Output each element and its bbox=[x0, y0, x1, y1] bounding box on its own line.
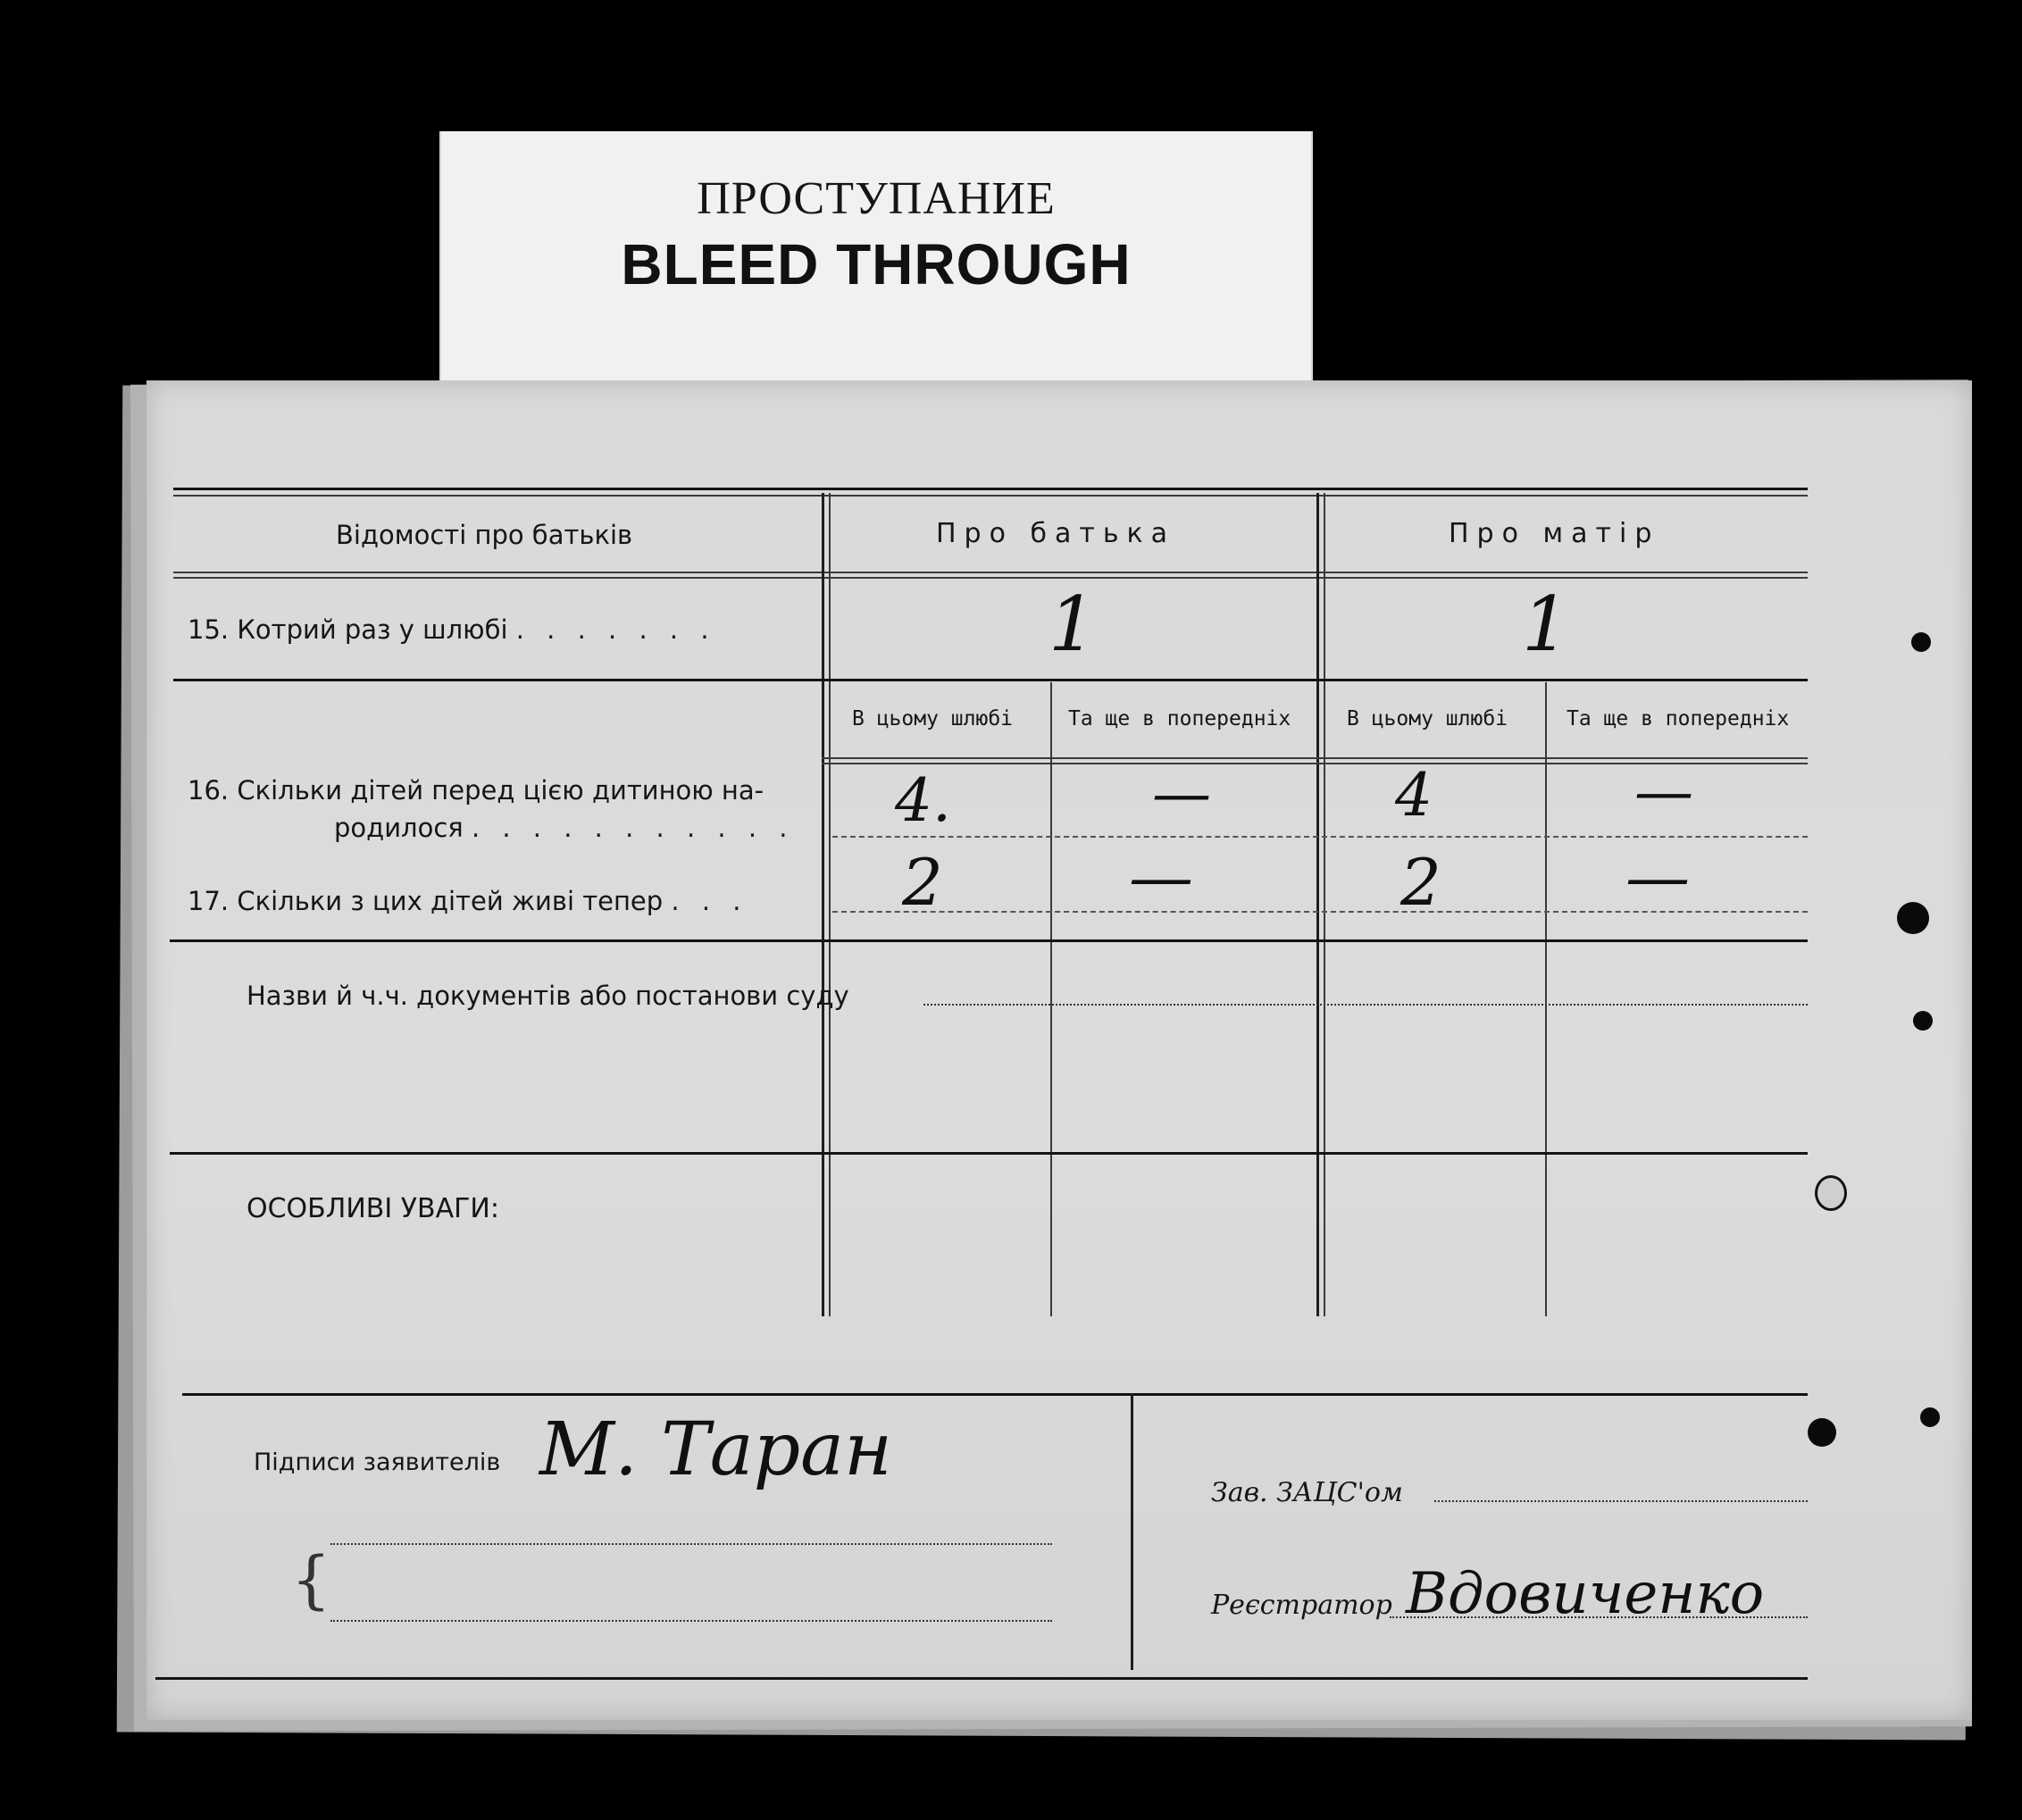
row16-label-line2-text: родилося bbox=[334, 813, 464, 843]
remarks-label: ОСОБЛИВІ УВАГИ: bbox=[246, 1193, 499, 1224]
row15-leader-dots: . . . . . . . bbox=[515, 614, 716, 645]
bleed-through-tag bbox=[439, 131, 1313, 386]
row16-father-previous-value: — bbox=[1152, 759, 1211, 828]
tag-russian-text: ПРОСТУПАНИЕ bbox=[697, 173, 1056, 224]
form-bottom-rule bbox=[155, 1677, 1808, 1680]
row16-mother-current-value: 4 bbox=[1395, 761, 1433, 830]
documents-fill-line bbox=[923, 1004, 1808, 1006]
row16-label-line2 bbox=[334, 813, 795, 843]
top-rule bbox=[173, 488, 1808, 490]
col-parents-header: Відомості про батьків bbox=[336, 520, 633, 550]
father-sub-rule bbox=[1050, 682, 1052, 1316]
row15-label bbox=[188, 614, 716, 645]
signatures-top-rule bbox=[182, 1393, 1808, 1396]
row15-label-text: 15. Котрий раз у шлюбі bbox=[188, 614, 508, 645]
row17-leader-dots: . . . bbox=[671, 886, 748, 916]
row17-father-previous-value: — bbox=[1129, 839, 1193, 914]
mother-current-marriage-header: В цьому шлюбі bbox=[1347, 707, 1508, 731]
father-column-rule bbox=[822, 493, 824, 1316]
applicants-label: Підписи заявителів bbox=[254, 1448, 501, 1476]
header-rule bbox=[173, 572, 1808, 573]
registrar-label: Реєстратор bbox=[1211, 1590, 1392, 1621]
top-rule-inner bbox=[173, 495, 1808, 497]
row17-label-text: 17. Скільки з цих дітей живі тепер bbox=[188, 886, 664, 916]
punch-hole-6 bbox=[1920, 1407, 1940, 1427]
row17-label bbox=[188, 886, 748, 916]
mother-column-rule-inner bbox=[1324, 493, 1325, 1316]
mother-sub-rule bbox=[1545, 682, 1547, 1316]
father-column-rule-inner bbox=[829, 493, 831, 1316]
punch-hole-5 bbox=[1808, 1418, 1836, 1447]
father-current-marriage-header: В цьому шлюбі bbox=[852, 707, 1014, 731]
row17-dashed-rule bbox=[832, 911, 1808, 913]
registrar-line bbox=[1390, 1616, 1808, 1618]
mother-previous-marriages-header: Та ще в попередніх bbox=[1567, 707, 1790, 731]
applicant-signature: М. Таран bbox=[539, 1407, 893, 1492]
signatures-divider bbox=[1131, 1393, 1133, 1670]
col-mother-header: Про матір bbox=[1449, 518, 1660, 549]
row16-leader-dots: . . . . . . . . . . . bbox=[471, 813, 795, 843]
head-of-registry-line bbox=[1434, 1500, 1808, 1502]
row16-dashed-rule bbox=[832, 836, 1808, 838]
header-rule-inner bbox=[173, 577, 1808, 579]
punch-hole-4 bbox=[1815, 1175, 1847, 1211]
table-bottom-rule bbox=[170, 939, 1808, 942]
father-previous-marriages-header: Та ще в попередніх bbox=[1068, 707, 1291, 731]
row17-mother-current-value: 2 bbox=[1400, 845, 1441, 920]
row15-rule bbox=[173, 679, 1808, 681]
registrar-signature: Вдовиченко bbox=[1406, 1561, 1765, 1627]
birth-record-form bbox=[146, 380, 1972, 1720]
applicant-line-1 bbox=[330, 1543, 1052, 1545]
row16-father-current-value: 4. bbox=[895, 766, 951, 835]
col-father-header: Про батька bbox=[936, 518, 1176, 549]
punch-hole-1 bbox=[1911, 632, 1931, 652]
row15-mother-value: 1 bbox=[1522, 580, 1570, 668]
row16-mother-previous-value: — bbox=[1634, 757, 1693, 826]
row16-label-line1: 16. Скільки дітей перед цією дитиною на- bbox=[188, 775, 765, 806]
applicant-line-2 bbox=[330, 1620, 1052, 1622]
row17-father-current-value: 2 bbox=[902, 845, 943, 920]
applicants-brace: { bbox=[291, 1543, 331, 1616]
punch-hole-2 bbox=[1897, 902, 1929, 934]
documents-label: Назви й ч.ч. документів або постанови суду bbox=[246, 981, 849, 1011]
row17-mother-previous-value: — bbox=[1625, 839, 1690, 914]
row15-father-value: 1 bbox=[1049, 580, 1097, 668]
head-of-registry-label: Зав. ЗАЦС'ом bbox=[1211, 1477, 1403, 1508]
mother-column-rule bbox=[1316, 493, 1319, 1316]
punch-hole-3 bbox=[1913, 1011, 1933, 1031]
remarks-top-rule bbox=[170, 1152, 1808, 1155]
tag-english-text: BLEED THROUGH bbox=[621, 232, 1132, 296]
